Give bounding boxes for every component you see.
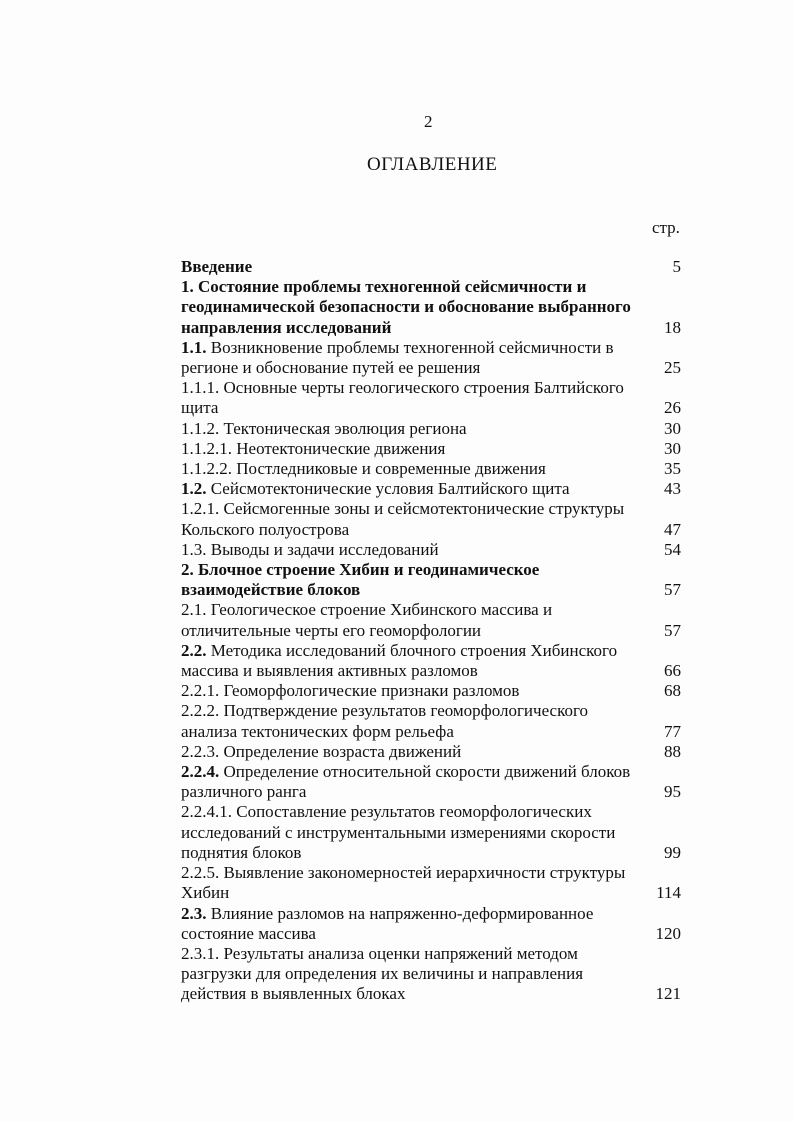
- table-of-contents: [181, 257, 681, 1005]
- page-title: ОГЛАВЛЕНИЕ: [367, 154, 498, 175]
- toc-entry-text: 1.1.2. Тектоническая эволюция региона: [181, 418, 467, 438]
- toc-entry-page: 57: [664, 580, 681, 600]
- toc-entry-title: [181, 419, 643, 439]
- toc-entry: [181, 863, 681, 903]
- toc-entry-text: 1.1.2.2. Постледниковые и современные движения: [181, 459, 546, 479]
- toc-entry-title: [181, 701, 643, 741]
- toc-entry: [181, 419, 681, 439]
- toc-entry-page: 26: [664, 398, 681, 418]
- toc-entry: [181, 944, 681, 1005]
- pages-column-label: стр.: [652, 218, 680, 237]
- toc-entry: [181, 742, 681, 762]
- toc-entry: [181, 277, 681, 338]
- toc-entry-text: 2.2.4.1. Сопоставление результатов геоморфологических исследований с инструментальными измерениями скорости поднятия блоков: [181, 802, 616, 862]
- toc-entry-page: 68: [664, 681, 681, 701]
- toc-entry-title: [181, 277, 643, 338]
- toc-entry-number: 2.3.: [181, 903, 207, 923]
- toc-entry-title: [181, 944, 643, 1005]
- toc-entry-title: [181, 378, 643, 418]
- toc-entry: [181, 560, 681, 600]
- toc-entry-text: Определение относительной скорости движений блоков различного ранга: [181, 762, 631, 802]
- toc-entry-text: 1.2.1. Сейсмогенные зоны и сейсмотектонические структуры Кольского полуострова: [181, 499, 625, 539]
- toc-entry-page: 47: [664, 519, 681, 539]
- toc-entry-text: 2.2.2. Подтверждение результатов геоморфологического анализа тектонических форм рельефа: [181, 701, 589, 741]
- toc-entry-page: 120: [655, 923, 681, 943]
- toc-entry: [181, 681, 681, 701]
- toc-entry-title: [181, 904, 643, 944]
- toc-entry-page: 18: [664, 317, 681, 337]
- toc-entry-page: 95: [664, 782, 681, 802]
- toc-entry-page: 77: [664, 721, 681, 741]
- toc-entry-text: Влияние разломов на напряженно-деформированное состояние массива: [181, 903, 594, 943]
- toc-entry-text: Введение: [181, 257, 253, 276]
- toc-entry-text: 2.2.5. Выявление закономерностей иерархичности структуры Хибин: [181, 863, 626, 903]
- toc-entry-text: 2.3.1. Результаты анализа оценки напряжений методом разгрузки для определения их величины и направления действия в выявленных блоках: [181, 943, 584, 1004]
- toc-entry-text: Возникновение проблемы техногенной сейсмичности в регионе и обоснование путей ее решения: [181, 337, 614, 378]
- toc-entry: [181, 439, 681, 459]
- toc-entry-page: 66: [664, 661, 681, 681]
- toc-entry: [181, 600, 681, 640]
- toc-entry: [181, 499, 681, 539]
- toc-entry: [181, 904, 681, 944]
- toc-entry-text: 1.3. Выводы и задачи исследований: [181, 539, 439, 559]
- toc-entry-page: 88: [664, 741, 681, 761]
- toc-entry-title: [181, 762, 643, 802]
- toc-entry-number: 1.1.: [181, 337, 207, 357]
- toc-entry-title: [181, 742, 643, 762]
- toc-entry-number: 2.2.4.: [181, 762, 220, 782]
- toc-entry-title: [181, 338, 643, 378]
- toc-entry-page: 5: [672, 257, 681, 276]
- toc-entry-page: 30: [664, 418, 681, 438]
- toc-entry: [181, 378, 681, 418]
- toc-entry-page: 43: [664, 479, 681, 499]
- toc-entry: [181, 802, 681, 863]
- toc-entry-title: [181, 439, 643, 459]
- toc-entry-text: 2.2.3. Определение возраста движений: [181, 741, 462, 761]
- toc-entry-page: 54: [664, 539, 681, 559]
- toc-entry-title: [181, 479, 643, 499]
- toc-entry-title: [181, 257, 643, 277]
- toc-entry-title: [181, 681, 643, 701]
- toc-entry-page: 57: [664, 620, 681, 640]
- toc-entry-title: [181, 600, 643, 640]
- toc-entry-number: 1.2.: [181, 479, 207, 499]
- toc-entry-title: [181, 540, 643, 560]
- toc-entry-page: 99: [664, 842, 681, 862]
- toc-entry-text: Методика исследований блочного строения Хибинского массива и выявления активных разломов: [181, 640, 618, 681]
- toc-entry: [181, 762, 681, 802]
- toc-entry: [181, 479, 681, 499]
- toc-entry: [181, 257, 681, 277]
- toc-entry-page: 30: [664, 438, 681, 458]
- toc-entry-title: [181, 802, 643, 863]
- toc-entry-text: 2. Блочное строение Хибин и геодинамическое взаимодействие блоков: [181, 560, 540, 600]
- toc-entry-text: 2.2.1. Геоморфологические признаки разломов: [181, 681, 520, 701]
- toc-entry-page: 35: [664, 459, 681, 479]
- toc-entry-text: 1. Состояние проблемы техногенной сейсмичности и геодинамической безопасности и обоснование выбранного направления исследований: [181, 277, 631, 337]
- toc-entry: [181, 459, 681, 479]
- toc-entry-number: 2.2.: [181, 640, 207, 660]
- toc-entry: [181, 540, 681, 560]
- toc-entry-text: 1.1.1. Основные черты геологического строения Балтийского щита: [181, 378, 624, 418]
- page-number: 2: [424, 112, 433, 131]
- toc-entry-title: [181, 499, 643, 539]
- toc-entry-title: [181, 641, 643, 681]
- toc-entry-title: [181, 560, 643, 600]
- toc-entry-text: 2.1. Геологическое строение Хибинского массива и отличительные черты его геоморфологии: [181, 600, 553, 640]
- toc-entry-text: 1.1.2.1. Неотектонические движения: [181, 438, 446, 458]
- toc-entry: [181, 641, 681, 681]
- toc-entry-title: [181, 459, 643, 479]
- toc-entry-text: Сейсмотектонические условия Балтийского щита: [206, 479, 570, 499]
- toc-entry: [181, 338, 681, 378]
- toc-entry-page: 114: [656, 883, 681, 903]
- toc-entry: [181, 701, 681, 741]
- toc-entry-title: [181, 863, 643, 903]
- toc-entry-page: 25: [664, 358, 681, 378]
- toc-entry-page: 121: [655, 984, 681, 1004]
